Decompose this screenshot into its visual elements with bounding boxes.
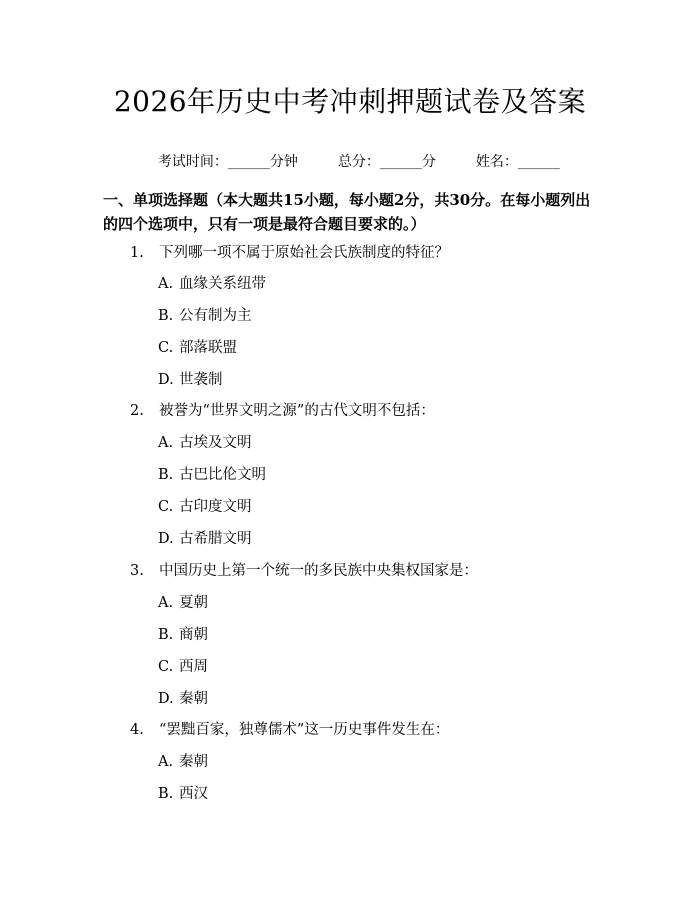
question-number: 2. [130, 403, 144, 419]
option-text: 商朝 [179, 627, 208, 643]
option-letter: A. [158, 435, 174, 451]
section-heading: 一、单项选择题（本大题共15小题，每小题2分，共30分。在每小题列出的四个选项中，只有一项是最符合题目要求的。） [103, 191, 591, 233]
question-2-option-a [158, 433, 252, 453]
option-letter: A. [158, 276, 174, 292]
option-text: 西周 [179, 659, 208, 675]
question-2-option-d [158, 529, 252, 549]
question-1 [130, 243, 449, 263]
question-2-option-b [158, 465, 266, 485]
option-letter: A. [158, 754, 174, 770]
question-number: 3. [130, 563, 144, 579]
option-letter: D. [158, 372, 174, 388]
option-letter: B. [158, 467, 174, 483]
question-3-option-b [158, 625, 208, 645]
option-text: 夏朝 [179, 595, 208, 611]
question-text: 下列哪一项不属于原始社会氏族制度的特征？ [159, 245, 449, 261]
option-text: 部落联盟 [179, 340, 237, 356]
question-4-option-a [158, 752, 208, 772]
option-text: 古希腊文明 [179, 531, 252, 547]
option-text: 血缘关系纽带 [179, 276, 266, 292]
option-text: 西汉 [179, 786, 208, 802]
question-number: 4. [130, 722, 144, 738]
question-1-option-c [158, 338, 237, 358]
option-letter: A. [158, 595, 174, 611]
question-2-option-c [158, 497, 252, 517]
total-score-field: 总分：______分 [337, 154, 436, 170]
question-text: 中国历史上第一个统一的多民族中央集权国家是： [159, 563, 478, 579]
exam-time-field: 考试时间：______分钟 [157, 154, 298, 170]
name-field: 姓名：______ [475, 154, 560, 170]
question-3-option-c [158, 657, 208, 677]
question-number: 1. [130, 245, 144, 261]
question-3-option-a [158, 593, 208, 613]
option-text: 古埃及文明 [179, 435, 252, 451]
option-letter: C. [158, 340, 174, 356]
question-2 [130, 401, 435, 421]
option-text: 公有制为主 [179, 308, 252, 324]
option-text: 世袭制 [179, 372, 223, 388]
option-letter: D. [158, 531, 174, 547]
question-3-option-d [158, 689, 208, 709]
option-text: 古印度文明 [179, 499, 252, 515]
question-3 [130, 561, 478, 581]
option-text: 古巴比伦文明 [179, 467, 266, 483]
option-letter: C. [158, 499, 174, 515]
question-1-option-a [158, 274, 266, 294]
question-1-option-d [158, 370, 223, 390]
option-letter: C. [158, 659, 174, 675]
option-letter: B. [158, 627, 174, 643]
question-4-option-b [158, 784, 208, 804]
option-letter: B. [158, 786, 174, 802]
question-1-option-b [158, 306, 252, 326]
question-text: 被誉为“世界文明之源”的古代文明不包括： [159, 403, 435, 419]
option-letter: B. [158, 308, 174, 324]
option-text: 秦朝 [179, 754, 208, 770]
option-letter: D. [158, 691, 174, 707]
option-text: 秦朝 [179, 691, 208, 707]
question-4 [130, 720, 449, 740]
question-text: “罢黜百家，独尊儒术”这一历史事件发生在： [159, 722, 450, 738]
exam-meta-line [0, 132, 700, 192]
page-title: 2026年历史中考冲刺押题试卷及答案 [113, 85, 587, 118]
